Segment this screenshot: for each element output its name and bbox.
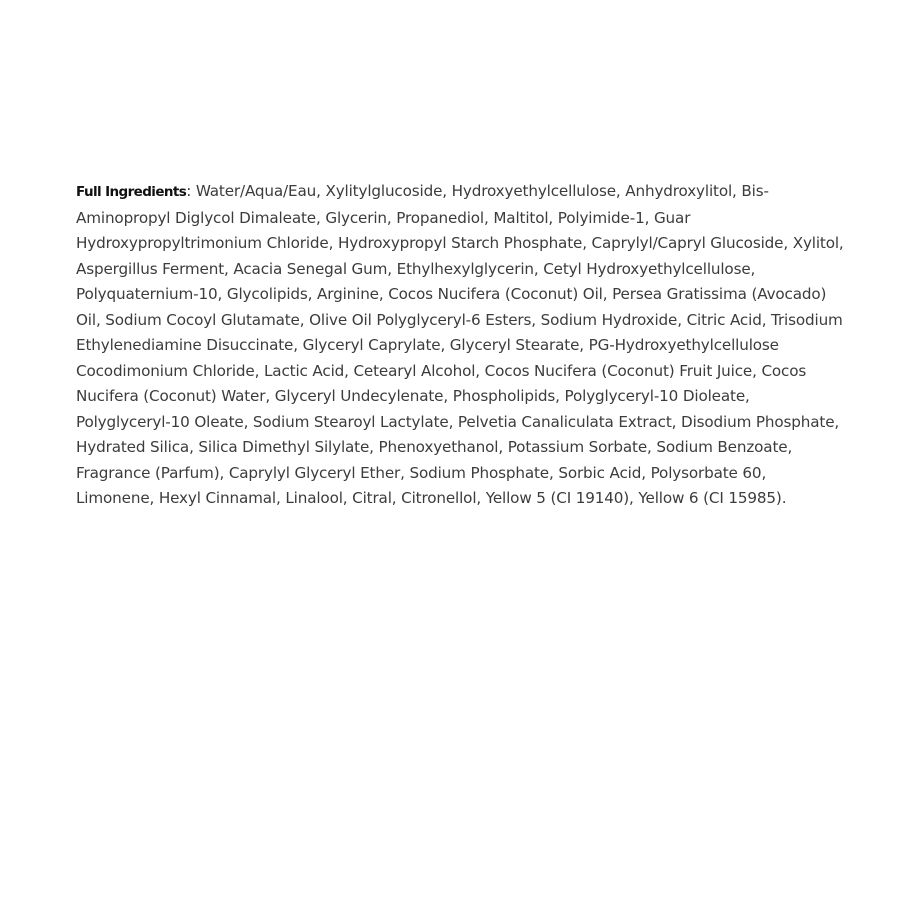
label-separator: : (186, 182, 196, 200)
ingredients-list: Water/Aqua/Eau, Xylitylglucoside, Hydroxyethylcellulose, Anhydroxylitol, Bis-Aminopropyl Diglycol Dimaleate, Glycerin, Propanediol, Maltitol, Polyimide-1, Guar Hydroxypropyltrimonium Chloride, Hydroxypropyl Starch Phosphate, Caprylyl/Capryl Glucoside, Xylitol, Aspergillus Ferment, Acacia Senegal Gum, Ethylhexylglycerin, Cetyl Hydroxyethylcellulose, Polyquaternium-10, Glycolipids, Arginine, Cocos Nucifera (Coconut) Oil, Persea Gratissima (Avocado) Oil, Sodium Cocoyl Glutamate, Olive Oil Polyglyceryl-6 Esters, Sodium Hydroxide, Citric Acid, Trisodium Ethylenediamine Disuccinate, Glyceryl Caprylate, Glyceryl Stearate, PG-Hydroxyethylcellulose Cocodimonium Chloride, Lactic Acid, Cetearyl Alcohol, Cocos Nucifera (Coconut) Fruit Juice, Cocos Nucifera (Coconut) Water, Glyceryl Undecylenate, Phospholipids, Polyglyceryl-10 Dioleate, Polyglyceryl-10 Oleate, Sodium Stearoyl Lactylate, Pelvetia Canaliculata Extract, Disodium Phosphate, Hydrated Silica, Silica Dimethyl Silylate, Phenoxyethanol, Potassium Sorbate, Sodium Benzoate, Fragrance (Parfum), Caprylyl Glyceryl Ether, Sodium Phosphate, Sorbic Acid, Polysorbate 60, Limonene, Hexyl Cinnamal, Linalool, Citral, Citronellol, Yellow 5 (CI 19140), Yellow 6 (CI 15985). (76, 182, 844, 507)
ingredients-label: Full Ingredients (76, 184, 187, 200)
ingredients-paragraph (76, 179, 844, 512)
